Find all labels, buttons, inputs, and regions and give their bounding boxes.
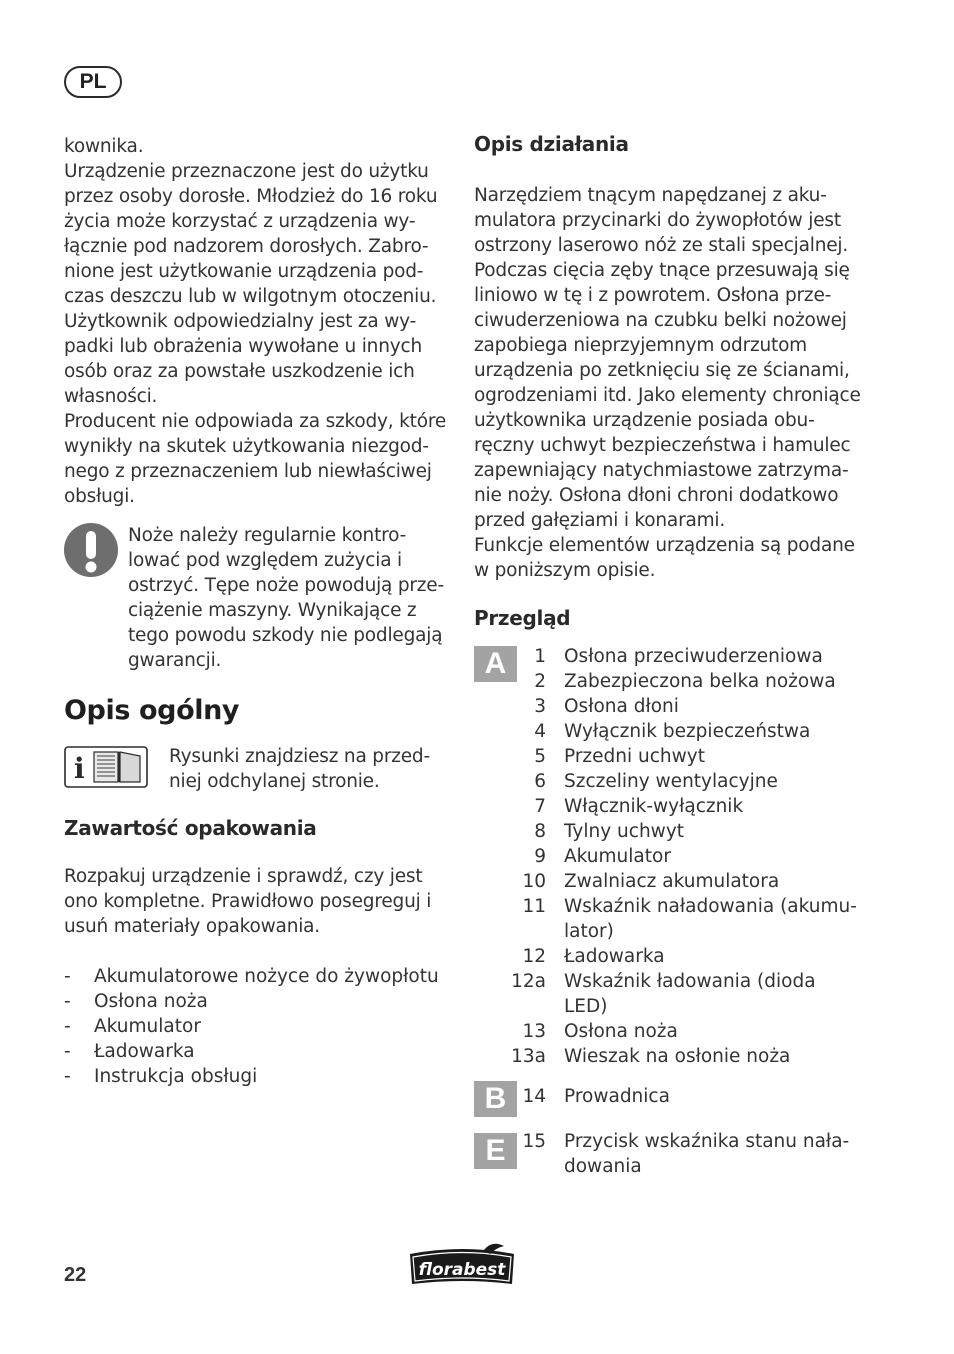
text-line: zapobiega nieprzyjemnym odrzutom — [474, 335, 808, 356]
part-number: 10 — [522, 871, 546, 892]
part-label-line: Wskaźnik ładowania (dioda — [564, 971, 816, 992]
list-item — [64, 964, 454, 989]
part-number: 6 — [534, 771, 546, 792]
function-heading: Opis działania — [474, 132, 629, 156]
part-label-line: Przycisk wskaźnika stanu nała- — [564, 1131, 850, 1152]
text-line: obsługi. — [64, 486, 135, 507]
part-number: 15 — [522, 1131, 546, 1152]
part-label — [564, 744, 874, 769]
part-number: 12a — [511, 971, 546, 992]
text-line: nego z przeznaczeniem lub niewłaściwej — [64, 461, 432, 482]
list-item — [64, 989, 454, 1014]
part-number: 11 — [522, 896, 546, 917]
part-label-line: Szczeliny wentylacyjne — [564, 771, 778, 792]
parts-list — [474, 644, 874, 1179]
part-row — [474, 944, 874, 969]
package-paragraph — [64, 864, 454, 939]
text-line: przez osoby dorosłe. Młodzież do 16 roku — [64, 186, 438, 207]
part-number: 3 — [534, 696, 546, 717]
part-label — [564, 869, 874, 894]
info-text — [169, 744, 469, 794]
info-book-icon — [64, 746, 148, 788]
text-line: własności. — [64, 386, 158, 407]
list-item-label: Akumulatorowe nożyce do żywopłotu — [94, 966, 439, 987]
text-line: ogrodzeniami itd. Jako elementy chroniące — [474, 385, 861, 406]
text-line: nione jest użytkowanie urządzenia pod- — [64, 261, 424, 282]
text-line: Urządzenie przeznaczone jest do użytku — [64, 161, 429, 182]
intro-paragraph — [64, 134, 454, 509]
text-line: wynikły na skutek użytkowania niezgod- — [64, 436, 429, 457]
part-label-line: Tylny uchwyt — [564, 821, 685, 842]
part-label — [564, 969, 874, 1019]
part-label-line: Osłona przeciwuderzeniowa — [564, 646, 823, 667]
text-line: użytkownika urządzenie posiada obu- — [474, 410, 815, 431]
text-line: mulatora przycinarki do żywopłotów jest — [474, 210, 841, 231]
text-line: usuń materiały opakowania. — [64, 916, 320, 937]
overview-heading: Przegląd — [474, 606, 571, 630]
part-row — [474, 1044, 874, 1069]
list-item-label: Ładowarka — [94, 1041, 195, 1062]
text-line: przed gałęziami i konarami. — [474, 510, 726, 531]
list-item-label: Instrukcja obsługi — [94, 1066, 258, 1087]
left-column — [64, 134, 454, 1089]
text-line: tego powodu szkody nie podlegają — [128, 625, 443, 646]
part-number: 13 — [522, 1021, 546, 1042]
part-label-line: Wskaźnik naładowania (akumu- — [564, 896, 857, 917]
part-row — [474, 1019, 874, 1044]
part-label — [564, 669, 874, 694]
text-line: łącznie pod nadzorem dorosłych. Zabro- — [64, 236, 429, 257]
part-label — [564, 694, 874, 719]
part-number: 9 — [534, 846, 546, 867]
part-label-line: LED) — [564, 996, 608, 1017]
text-line: zapewniający natychmiastowe zatrzyma- — [474, 460, 849, 481]
part-row — [474, 644, 874, 669]
part-number: 8 — [534, 821, 546, 842]
text-line: Użytkownik odpowiedzialny jest za wy- — [64, 311, 417, 332]
warning-note — [64, 523, 454, 673]
text-line: Funkcje elementów urządzenia są podane — [474, 535, 855, 556]
list-dash: - — [64, 1016, 71, 1037]
part-label-line: dowania — [564, 1156, 642, 1177]
general-heading: Opis ogólny — [64, 695, 240, 726]
text-line: kownika. — [64, 136, 144, 157]
part-label-line: Prowadnica — [564, 1086, 670, 1107]
part-label — [564, 844, 874, 869]
text-line: w poniższym opisie. — [474, 560, 656, 581]
text-line: liniowo w tę i z powrotem. Osłona prze- — [474, 285, 832, 306]
right-column — [474, 130, 874, 1179]
list-dash: - — [64, 966, 71, 987]
text-line: nie noży. Osłona dłoni chroni dodatkowo — [474, 485, 839, 506]
part-row — [474, 1129, 874, 1179]
part-row — [474, 769, 874, 794]
part-row — [474, 894, 874, 944]
text-line: ono kompletne. Prawidłowo posegreguj i — [64, 891, 432, 912]
part-label — [564, 644, 874, 669]
part-label — [564, 894, 874, 944]
group-label-b: B — [474, 1081, 517, 1117]
part-label-line: Wyłącznik bezpieczeństwa — [564, 721, 811, 742]
part-row — [474, 669, 874, 694]
text-line: niej odchylanej stronie. — [169, 771, 380, 792]
part-row — [474, 869, 874, 894]
part-label — [564, 1129, 874, 1179]
text-line: lować pod względem zużycia i — [128, 550, 402, 571]
text-line: życia może korzystać z urządzenia wy- — [64, 211, 416, 232]
text-line: ręczny uchwyt bezpieczeństwa i hamulec — [474, 435, 851, 456]
text-line: osób oraz za powstałe uszkodzenie ich — [64, 361, 415, 382]
text-line: urządzenia po zetknięciu się ze ścianami, — [474, 360, 850, 381]
list-item-label: Osłona noża — [94, 991, 208, 1012]
part-label — [564, 719, 874, 744]
part-number: 13a — [511, 1046, 546, 1067]
list-dash: - — [64, 1041, 71, 1062]
part-number: 7 — [534, 796, 546, 817]
part-label-line: Osłona noża — [564, 1021, 678, 1042]
info-note — [64, 744, 454, 794]
text-line: ciwuderzeniowa na czubku belki nożowej — [474, 310, 847, 331]
exclamation-icon — [64, 523, 118, 577]
part-label-line: Osłona dłoni — [564, 696, 679, 717]
part-label-line: lator) — [564, 921, 614, 942]
package-heading: Zawartość opakowania — [64, 816, 317, 840]
part-label-line: Ładowarka — [564, 946, 665, 967]
text-line: gwarancji. — [128, 650, 222, 671]
part-label-line: Zwalniacz akumulatora — [564, 871, 780, 892]
list-item — [64, 1064, 454, 1089]
part-label-line: Akumulator — [564, 846, 671, 867]
part-label — [564, 794, 874, 819]
part-row — [474, 969, 874, 1019]
part-row — [474, 819, 874, 844]
part-row — [474, 744, 874, 769]
part-number: 2 — [534, 671, 546, 692]
language-badge: PL — [64, 66, 122, 98]
part-label — [564, 1044, 874, 1069]
warning-text — [128, 523, 458, 673]
list-item — [64, 1014, 454, 1039]
part-label — [564, 944, 874, 969]
svg-text:florabest: florabest — [418, 1260, 506, 1280]
part-number: 1 — [534, 646, 546, 667]
text-line: ostrzony laserowo nóż ze stali specjalnej. — [474, 235, 849, 256]
text-line: Rysunki znajdziesz na przed- — [169, 746, 430, 767]
part-label — [564, 1084, 874, 1109]
list-dash: - — [64, 1066, 71, 1087]
list-item — [64, 1039, 454, 1064]
part-row — [474, 719, 874, 744]
page-number: 22 — [64, 1264, 87, 1286]
text-line: Podczas cięcia zęby tnące przesuwają się — [474, 260, 850, 281]
part-label-line: Wieszak na osłonie noża — [564, 1046, 791, 1067]
part-label — [564, 769, 874, 794]
text-line: Rozpakuj urządzenie i sprawdź, czy jest — [64, 866, 423, 887]
text-line: ciążenie maszyny. Wynikające z — [128, 600, 417, 621]
list-item-label: Akumulator — [94, 1016, 201, 1037]
list-dash: - — [64, 991, 71, 1012]
group-label-a: A — [474, 646, 517, 682]
part-number: 14 — [522, 1086, 546, 1107]
part-number: 5 — [534, 746, 546, 767]
function-paragraph — [474, 183, 874, 583]
text-line: Noże należy regularnie kontro- — [128, 525, 407, 546]
text-line: ostrzyć. Tępe noże powodują prze- — [128, 575, 444, 596]
part-label-line: Przedni uchwyt — [564, 746, 705, 767]
text-line: czas deszczu lub w wilgotnym otoczeniu. — [64, 286, 437, 307]
text-line: padki lub obrażenia wywołane u innych — [64, 336, 422, 357]
part-row — [474, 794, 874, 819]
part-label-line: Włącznik-wyłącznik — [564, 796, 744, 817]
florabest-logo — [404, 1242, 520, 1290]
part-number: 4 — [534, 721, 546, 742]
part-label — [564, 819, 874, 844]
part-row — [474, 844, 874, 869]
part-label — [564, 1019, 874, 1044]
part-row — [474, 1084, 874, 1109]
text-line: Producent nie odpowiada za szkody, które — [64, 411, 447, 432]
part-label-line: Zabezpieczona belka nożowa — [564, 671, 836, 692]
part-row — [474, 694, 874, 719]
package-list — [64, 964, 454, 1089]
text-line: Narzędziem tnącym napędzanej z aku- — [474, 185, 827, 206]
part-number: 12 — [522, 946, 546, 967]
group-label-e: E — [474, 1133, 517, 1169]
svg-text:i: i — [74, 752, 85, 785]
